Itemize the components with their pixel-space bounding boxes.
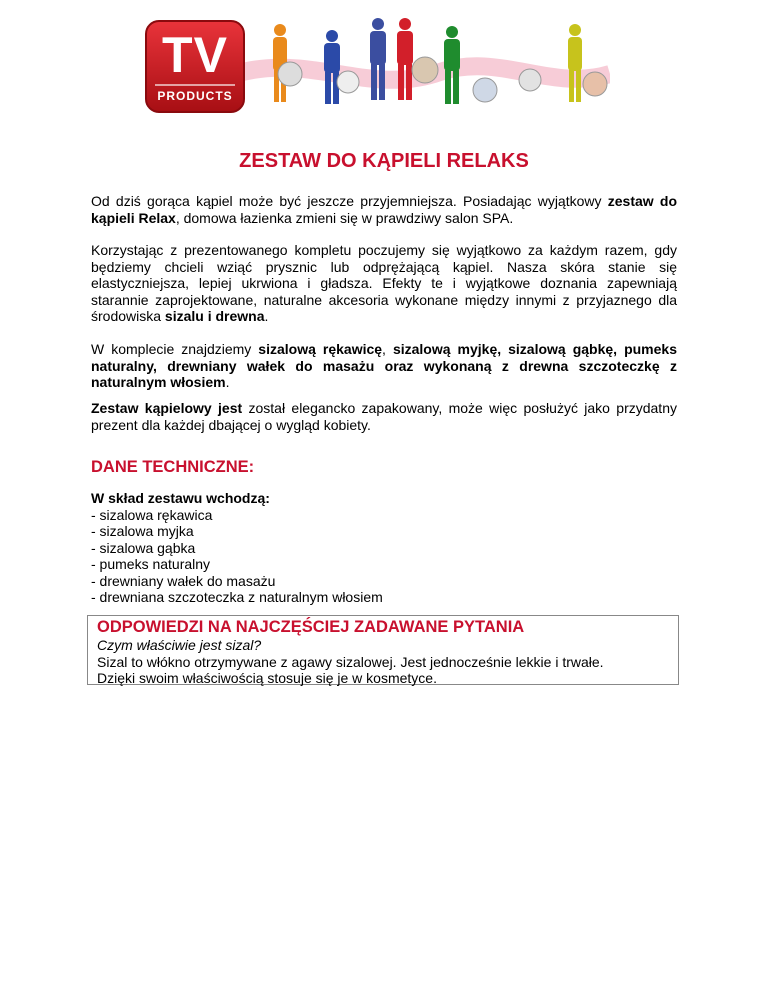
list-item: - drewniana szczoteczka z naturalnym włosiem bbox=[91, 589, 383, 605]
product-thumbnail bbox=[337, 71, 359, 93]
list-item: - drewniany wałek do masażu bbox=[91, 572, 276, 589]
list-item: - sizalowa rękawica bbox=[91, 506, 213, 523]
product-thumbnail bbox=[473, 78, 497, 102]
list-item: - sizalowa gąbka bbox=[91, 539, 196, 556]
list-item: - sizalowa myjka bbox=[91, 523, 194, 539]
faq-heading: ODPOWIEDZI NA NAJCZĘŚCIEJ ZADAWANE PYTANIA bbox=[97, 618, 525, 636]
faq-answer-line: Dzięki swoim właściwością stosuje się je w kosmetyce. bbox=[97, 670, 437, 686]
logo-products-text: PRODUCTS bbox=[155, 84, 235, 103]
tech-heading: DANE TECHNICZNE: bbox=[91, 458, 255, 476]
product-thumbnail bbox=[278, 62, 302, 86]
paragraph-contents: W komplecie znajdziemy sizalową rękawicę, sizalową myjkę, sizalową gąbkę, pumeks naturalny, drewniany wałek do masażu oraz wykonaną z drewna szczoteczkę z naturalnym włosiem. bbox=[91, 341, 677, 390]
list-item: - pumeks naturalny bbox=[91, 556, 211, 572]
composition-label: W skład zestawu wchodzą: bbox=[91, 490, 270, 506]
composition-list bbox=[91, 490, 677, 606]
page-title: ZESTAW DO KĄPIELI RELAKS bbox=[239, 150, 529, 172]
faq-box bbox=[87, 615, 679, 685]
tv-products-logo bbox=[145, 20, 245, 113]
product-thumbnail bbox=[519, 69, 541, 91]
faq-question: Czym właściwie jest sizal? bbox=[97, 637, 262, 653]
paragraph-gift: Zestaw kąpielowy jest został elegancko zapakowany, może więc posłużyć jako przydatny prezent dla każdej dbającej o wygląd kobiety. bbox=[91, 400, 677, 433]
product-thumbnail bbox=[412, 57, 438, 83]
faq-answer-line: Sizal to włókno otrzymywane z agawy sizalowej. Jest jednocześnie lekkie i trwałe. bbox=[97, 653, 604, 670]
paragraph-benefits: Korzystając z prezentowanego kompletu poczujemy się wyjątkowo za każdym razem, gdy będziemy chcieli wziąć prysznic lub odprężającą kąpiel. Nasza skóra stanie się elastyczniejsza, lepiej ukrwiona i gładsza. Efekty te i wyjątkowe doznania zapewniają starannie zaprojektowane, naturalne akcesoria wykonane między innymi z przyjaznego dla środowiska sizalu i drewna. bbox=[91, 242, 677, 324]
person-figure-blue bbox=[324, 30, 340, 104]
person-figure-yellow bbox=[568, 24, 582, 102]
product-thumbnail bbox=[583, 72, 607, 96]
person-figure-green bbox=[444, 26, 460, 104]
logo-tv-text: TV bbox=[162, 27, 228, 83]
paragraph-intro: Od dziś gorąca kąpiel może być jeszcze przyjemniejsza. Posiadając wyjątkowy zestaw do kąpieli Relax, domowa łazienka zmieni się w prawdziwy salon SPA. bbox=[91, 193, 677, 226]
header-banner bbox=[140, 12, 610, 112]
